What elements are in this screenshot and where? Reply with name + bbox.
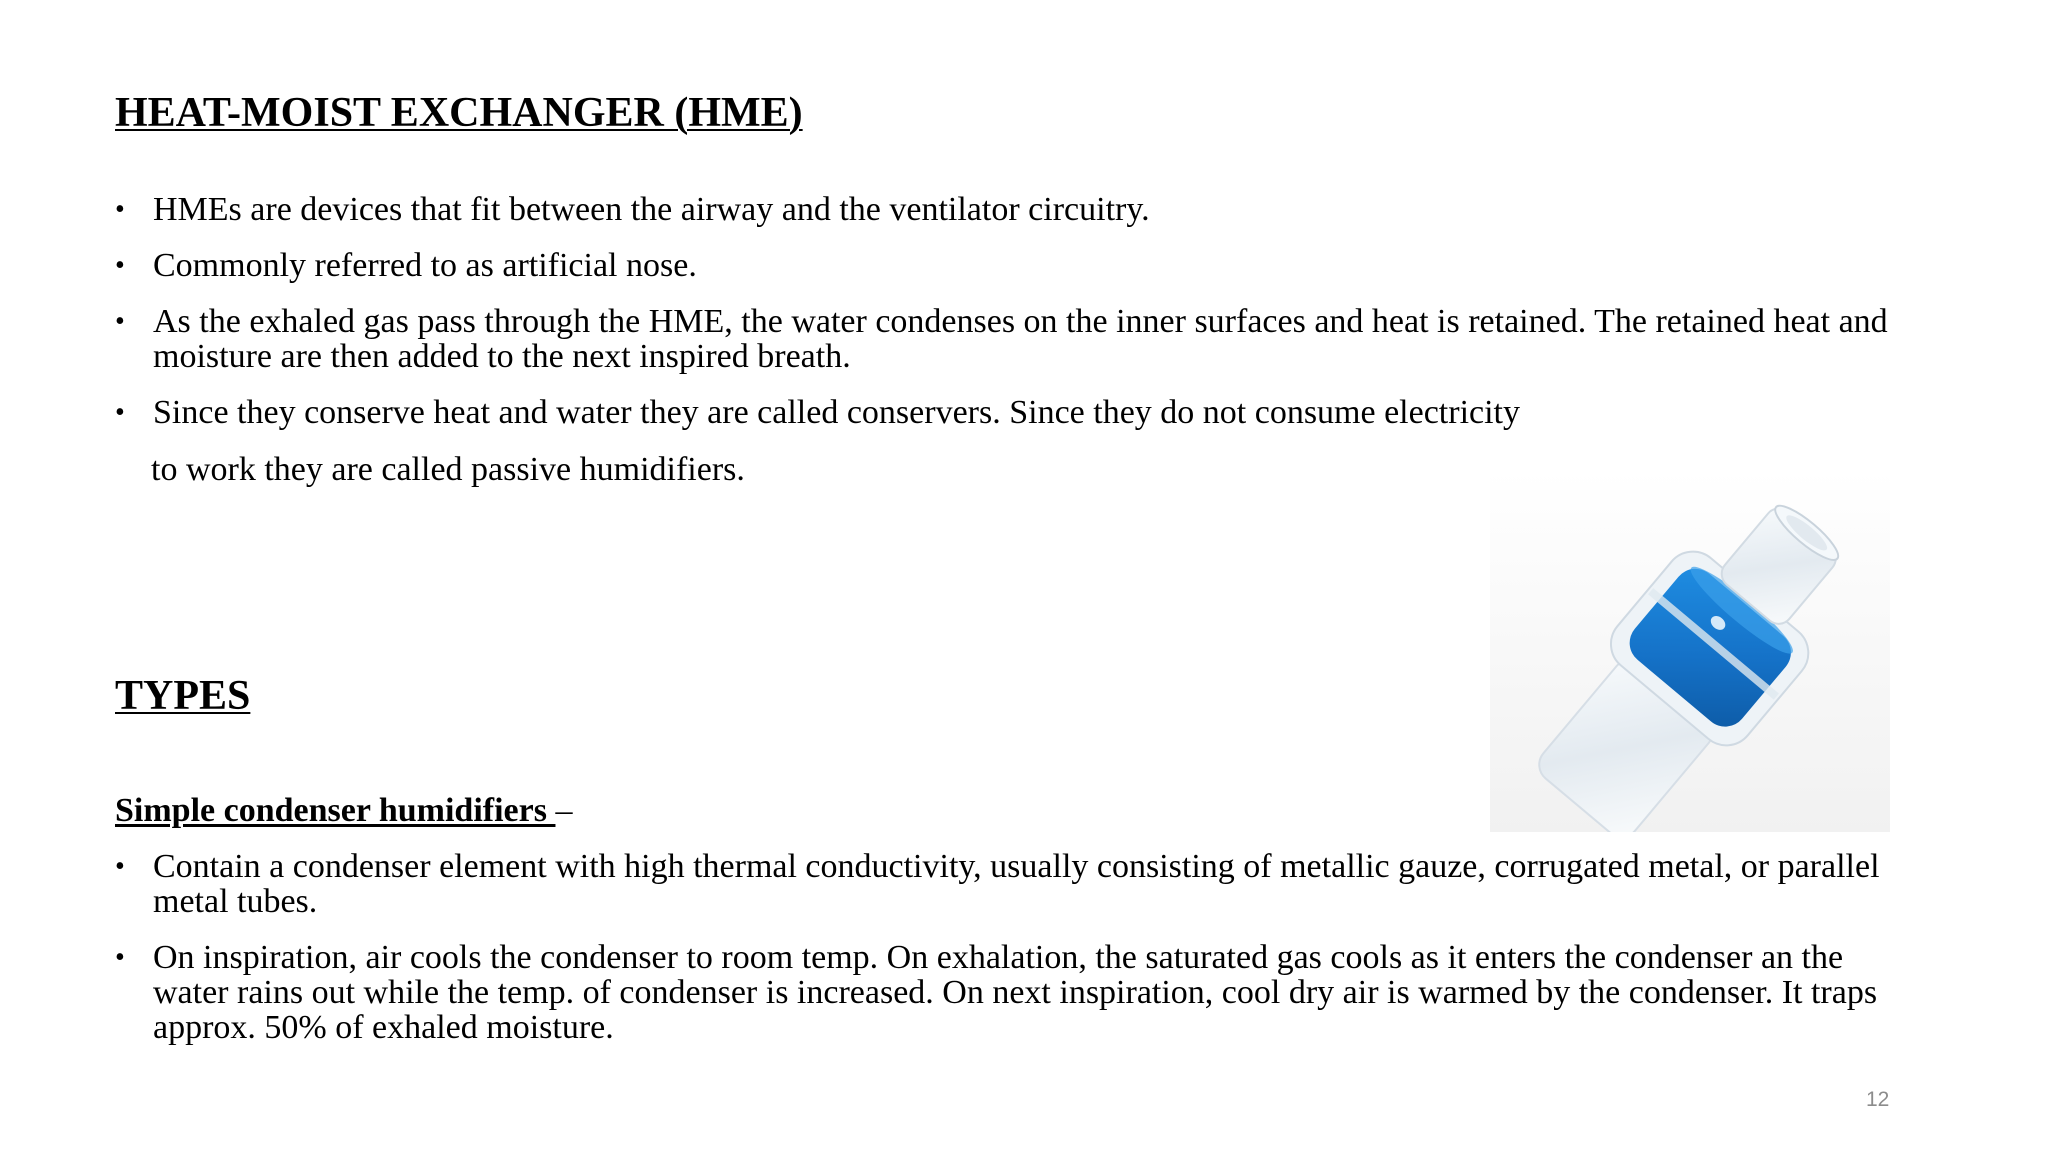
list-item-text: Commonly referred to as artificial nose. — [153, 247, 697, 284]
bullet-icon: • — [115, 851, 125, 882]
condenser-bullet-list — [115, 849, 1915, 1066]
list-item — [115, 395, 1915, 430]
hme-device-image — [1490, 470, 1890, 832]
list-item-text: Since they conserve heat and water they are called conservers. Since they do not consume electricity — [153, 394, 1521, 431]
bullet-icon: • — [115, 397, 125, 428]
list-item-text: On inspiration, air cools the condenser to room temp. On exhalation, the saturated gas cools as it enters the condenser an the water rains out while the temp. of condenser is increased. On next inspiration, cool dry air is warmed by the condenser. It traps approx. 50% of exhaled moisture. — [153, 939, 1878, 1046]
page-number: 12 — [1866, 1088, 1890, 1111]
hme-bullet-list — [115, 192, 1915, 451]
list-item-text: As the exhaled gas pass through the HME, the water condenses on the inner surfaces and heat is retained. The retained heat and moisture are then added to the next inspired breath. — [153, 303, 1888, 375]
bullet-icon: • — [115, 306, 125, 337]
list-item — [115, 849, 1915, 919]
bullet-icon: • — [115, 194, 125, 225]
subsection-dash: – — [555, 792, 573, 829]
types-heading: TYPES — [115, 673, 251, 719]
list-item — [115, 940, 1915, 1045]
list-item — [115, 192, 1915, 227]
page-title: HEAT-MOIST EXCHANGER (HME) — [115, 90, 803, 136]
list-item — [115, 304, 1915, 374]
subsection-label: Simple condenser humidifiers — [115, 792, 556, 829]
list-item-text: HMEs are devices that fit between the airway and the ventilator circuitry. — [153, 191, 1150, 228]
bullet-icon: • — [115, 250, 125, 281]
list-item — [115, 248, 1915, 283]
bullet-icon: • — [115, 942, 125, 973]
subsection-heading — [115, 793, 572, 828]
bullet-continuation-text: to work they are called passive humidifiers. — [151, 451, 745, 488]
list-item-text: Contain a condenser element with high thermal conductivity, usually consisting of metallic gauze, corrugated metal, or parallel metal tubes. — [153, 848, 1880, 920]
